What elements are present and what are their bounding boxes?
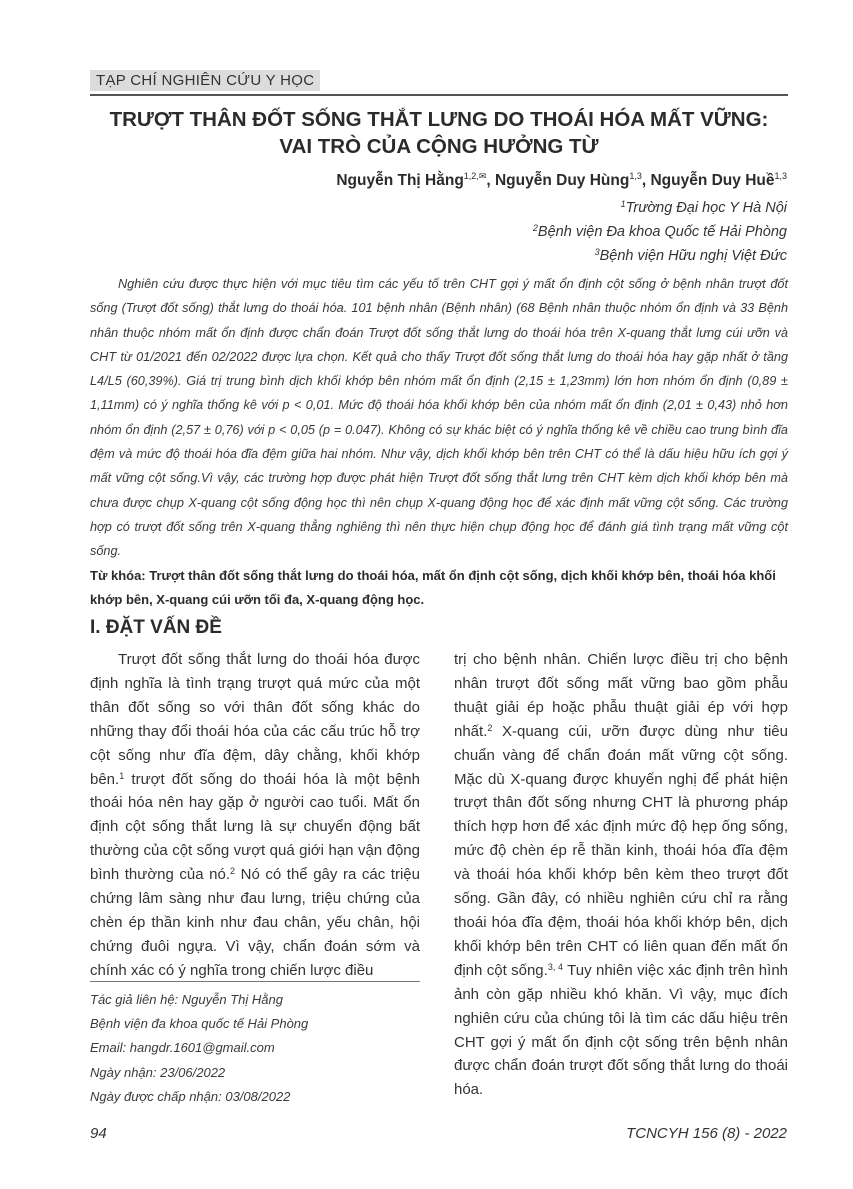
keywords: Từ khóa: Trượt thân đốt sống thắt lưng do thoái hóa, mất ổn định cột sống, dịch khối khớp bên, thoái hóa khối khớp bên, X-quang cúi ưỡn tối đa, X-quang động học.: [90, 568, 776, 607]
affiliation: [621, 199, 787, 216]
citation: 2: [230, 866, 236, 877]
author-email: Email: hangdr.1601@gmail.com: [90, 1040, 275, 1056]
author-name: Nguyễn Duy Hùng: [494, 172, 630, 189]
author-list: [336, 171, 787, 190]
body-text: trị cho bệnh nhân. Chiến lược điều trị cho bệnh nhân trượt đốt sống mất vững bao gồm phẫu thuật giải ép hoặc phẫu thuật giải ép với hợp nhất.: [454, 651, 788, 740]
affiliation-number: 2: [532, 223, 538, 233]
citation: 2: [487, 722, 493, 733]
affiliation: [595, 247, 787, 264]
section-heading: I. ĐẶT VẤN ĐỀ: [90, 617, 222, 638]
affiliation-number: 3: [594, 247, 600, 257]
article-title-line-1: TRƯỢT THÂN ĐỐT SỐNG THẮT LƯNG DO THOÁI HÓA MẤT VỮNG:: [109, 108, 769, 131]
abstract: Nghiên cứu được thực hiện với mục tiêu tìm các yếu tố trên CHT gợi ý mất ổn định cột sống ở bệnh nhân trượt đốt sống (Trượt đốt sống) thắt lưng do thoái hóa. 101 bệnh nhân (Bệnh nhân) (68 Bệnh nhân thuộc nhóm ổn định và 33 Bệnh nhân thuộc nhóm mất ổn định được chẩn đoán Trượt đốt sống thắt lưng do thoái hóa trên X-quang thắt lưng cúi ưỡn và CHT từ 01/2021 đến 02/2022 được lựa chọn. Kết quả cho thấy Trượt đốt sống thắt lưng do thoái hóa hay gặp nhất ở tầng L4/L5 (60,39%). Giá trị trung bình dịch khối khớp bên nhóm mất ổn định (2,15 ± 1,23mm) lớn hơn nhóm ổn định (0,89 ± 1,11mm) có ý nghĩa thống kê với p < 0,01. Mức độ thoái hóa khối khớp bên của nhóm mất ổn định (2,01 ± 0,43) nhỏ hơn nhóm ổn định (2,57 ± 0,76) với p < 0,05 (p = 0.047). Không có sự khác biệt có ý nghĩa thống kê về chiều cao trung bình đĩa đệm và mức độ thoái hóa đĩa đệm giữa hai nhóm. Như vậy, dịch khối khớp bên trên CHT có thể là dấu hiệu hữu ích gợi ý mất vững cột sống.Vì vậy, các trường hợp được phát hiện Trượt đốt sống thắt lưng trên CHT kèm dịch khối khớp bên mà chưa được chụp X-quang cột sống động học thì nên chụp X-quang động học để xác định mất vững cột sống. Các trường hợp có trượt đốt sống trên X-quang thẳng nghiêng thì nên thực hiện chụp động học để đánh giá tình trạng mất vững cột sống.: [90, 277, 788, 559]
affiliation-text: Bệnh viện Hữu nghị Việt Đức: [599, 248, 787, 264]
citation: 3, 4: [547, 961, 564, 972]
author-sup: 1,3: [774, 171, 787, 181]
affiliation-number: 1: [620, 199, 626, 209]
author-separator: ,: [641, 172, 651, 189]
corresponding-author: Tác giả liên hệ: Nguyễn Thị Hằng: [90, 992, 283, 1007]
page-number: 94: [90, 1125, 107, 1142]
received-date: Ngày nhận: 23/06/2022: [90, 1064, 226, 1080]
author-sup: 1,2,: [463, 171, 479, 181]
journal-header: [90, 70, 788, 96]
author-sup: 1,3: [629, 171, 642, 181]
body-column-right: [454, 648, 788, 1102]
affiliation: [533, 223, 787, 240]
affiliation-text: Bệnh viện Đa khoa Quốc tế Hải Phòng: [537, 224, 787, 240]
author-name: Nguyễn Thị Hằng: [336, 172, 464, 189]
body-column-left: [90, 648, 420, 983]
journal-name: TẠP CHÍ NGHIÊN CỨU Y HỌC: [90, 70, 320, 91]
author-institution: Bệnh viện đa khoa quốc tế Hải Phòng: [90, 1016, 309, 1032]
footnote-divider: [90, 981, 420, 982]
mail-icon: ✉: [478, 171, 487, 181]
journal-reference: TCNCYH 156 (8) - 2022: [626, 1125, 787, 1142]
article-title-line-2: VAI TRÒ CỦA CỘNG HƯỞNG TỪ: [279, 135, 599, 158]
body-text: Tuy nhiên việc xác định trên hình ảnh còn gặp nhiều khó khăn. Vì vậy, mục đích nghiên cứu của chúng tôi là tìm các dấu hiệu trên CHT gợi ý mất ổn định cột sống trên bệnh nhân được chẩn đoán trượt đốt sống thắt lưng do thoái hóa.: [454, 961, 788, 1099]
accepted-date: Ngày được chấp nhận: 03/08/2022: [90, 1088, 291, 1104]
body-text: X-quang cúi, ưỡn được dùng như tiêu chuẩn vàng để chẩn đoán mất vững cột sống. Mặc dù X-quang được khuyến nghị để phát hiện trượt thân đốt sống nhưng CHT là phương pháp thích hợp hơn để xác định mức độ hẹp ống sống, mức độ chèn ép rễ thần kinh, thoái hóa đĩa đệm và thoái hóa khối khớp bên kèm theo trượt đốt sống. Gần đây, có nhiều nghiên cứu chỉ ra rằng thoái hóa đĩa đệm, thoái hóa khối khớp bên, dịch khối khớp bên trên CHT có liên quan đến mất ổn định cột sống.: [454, 722, 788, 979]
author-name: Nguyễn Duy Huề: [650, 172, 775, 189]
body-text: trượt đốt sống do thoái hóa là một bệnh thoái hóa nên hay gặp ở người cao tuổi. Mất ổn định cột sống thắt lưng là sự chuyển động bất thường của cột sống vượt quá giới hạn vận động bình thường của nó.: [90, 770, 420, 884]
footnotes: [90, 988, 420, 1109]
body-text: Nó có thể gây ra các triệu chứng lâm sàng như đau lưng, triệu chứng của chèn ép thần kinh như đau chân, yếu chân, hội chứng đuôi ngựa. Vì vậy, chẩn đoán sớm và chính xác có ý nghĩa trong chiến lược điều: [90, 866, 420, 979]
author-separator: ,: [486, 172, 495, 189]
citation: 1: [119, 770, 125, 781]
body-text: Trượt đốt sống thắt lưng do thoái hóa được định nghĩa là tình trạng trượt quá mức của một thân đốt sống so với thân đốt sống khác do những thay đổi thoái hóa của các cấu trúc hỗ trợ cột sống như đĩa đệm, dây chằng, khối khớp bên.: [90, 651, 420, 788]
affiliation-text: Trường Đại học Y Hà Nội: [625, 200, 787, 216]
